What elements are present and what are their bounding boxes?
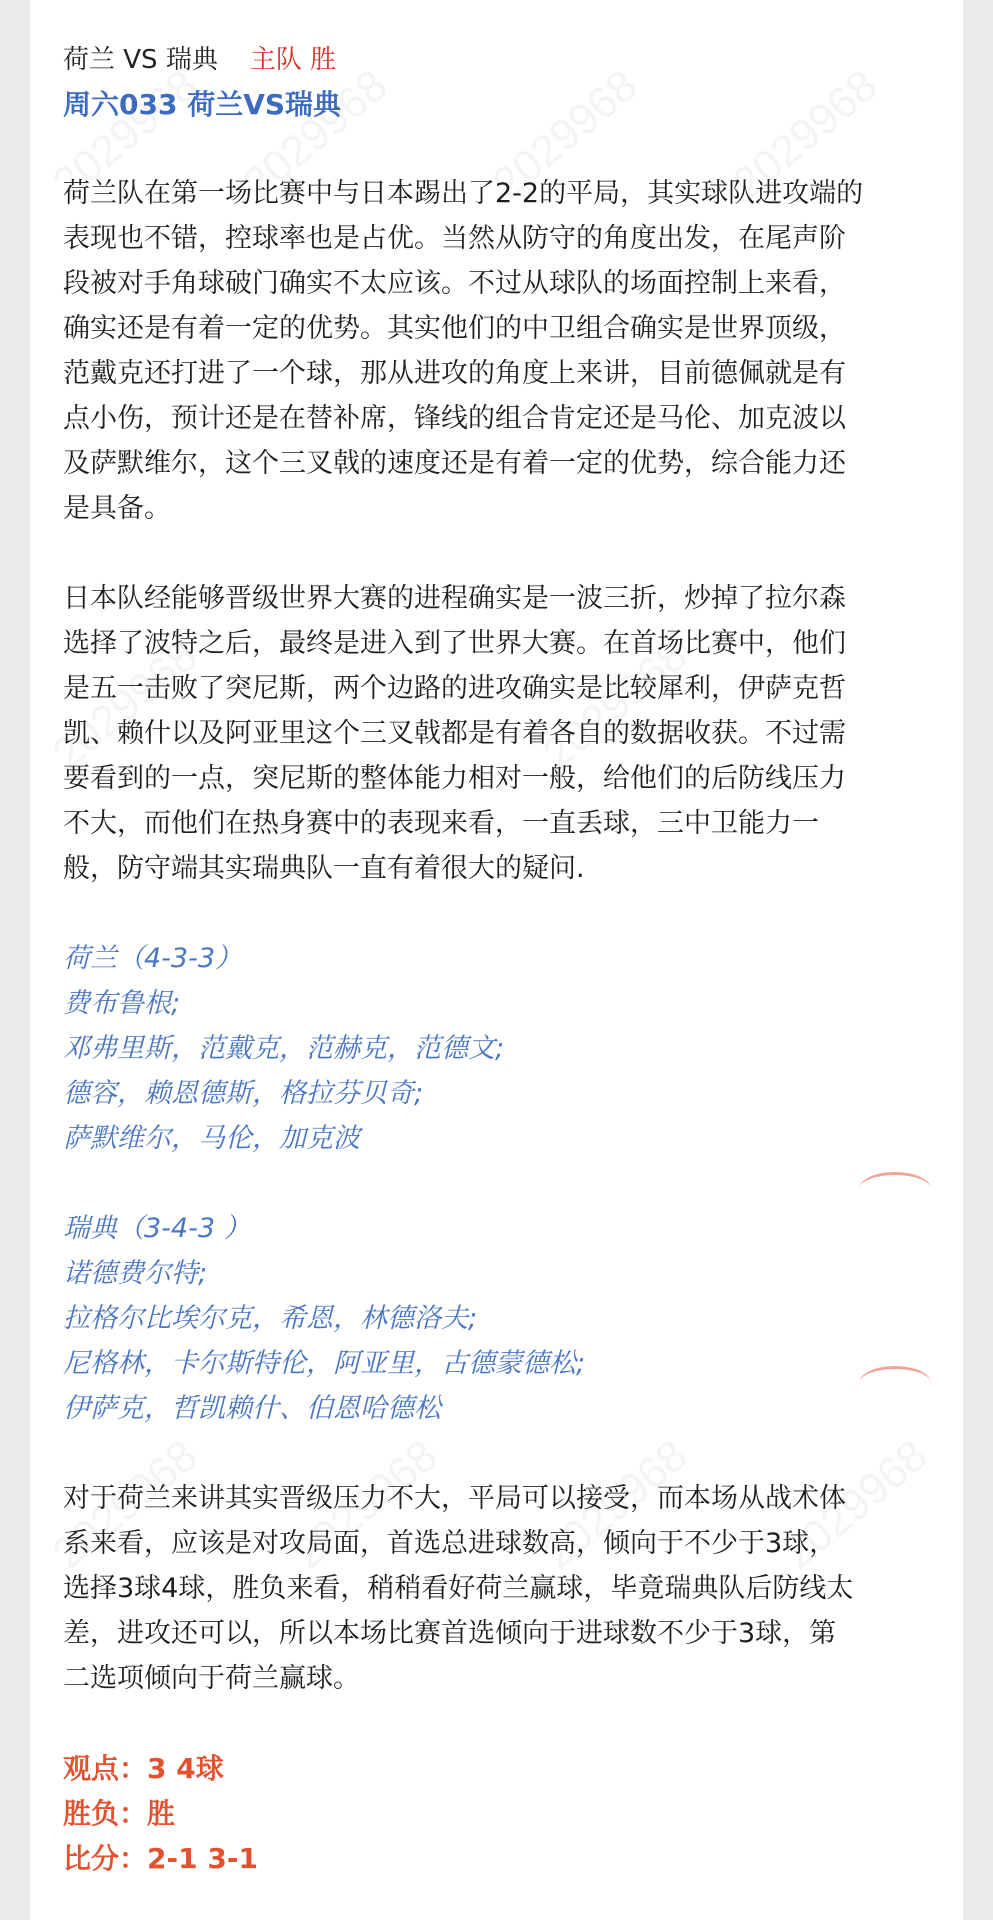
lineup-row: 尼格林，卡尔斯特伦，阿亚里，古德蒙德松; [63,1348,586,1379]
paragraph-line: 是具备。 [63,493,171,524]
match-subtitle: 周六033 荷兰VS瑞典 [63,88,342,121]
lineup-row: 拉格尔比埃尔克，希恩，林德洛夫; [63,1303,478,1334]
paragraph-line: 选择了波特之后，最终是进入到了世界大赛。在首场比赛中，他们 [63,628,846,659]
paragraph-line: 及萨默维尔，这个三叉戟的速度还是有着一定的优势，综合能力还 [63,448,846,479]
lineup-row: 诺德费尔特; [63,1258,208,1289]
article-content [63,36,933,1881]
paragraph-line: 系来看，应该是对攻局面，首选总进球数高，倾向于不少于3球， [63,1528,837,1559]
article-page[interactable] [30,0,963,1920]
paragraph-line: 差，进攻还可以，所以本场比赛首选倾向于进球数不少于3球，第 [63,1618,837,1649]
paragraph-line: 二选项倾向于荷兰赢球。 [63,1663,360,1694]
match-result: 主队 胜 [249,45,337,75]
paragraph-line: 不大，而他们在热身赛中的表现来看，一直丢球，三中卫能力一 [63,808,819,839]
lineup-row: 萨默维尔，马伦，加克波 [63,1123,360,1154]
paragraph-sweden [63,576,933,891]
verdict-view: 观点：3 4球 [63,1752,224,1785]
paragraph-line: 要看到的一点，突尼斯的整体能力相对一般，给他们的后防线压力 [63,763,846,794]
verdict-block [63,1746,933,1881]
paragraph-prediction [63,1476,933,1701]
lineup-team: 荷兰（4-3-3） [63,943,243,974]
lineup-row: 费布鲁根; [63,988,181,1019]
verdict-score: 比分：2-1 3-1 [63,1842,258,1875]
paragraph-line: 选择3球4球，胜负来看，稍稍看好荷兰赢球，毕竟瑞典队后防线太 [63,1573,854,1604]
lineup-sweden [63,1206,933,1431]
paragraph-line: 确实还是有着一定的优势。其实他们的中卫组合确实是世界顶级， [63,313,846,344]
paragraph-line: 是五一击败了突尼斯，两个边路的进攻确实是比较犀利，伊萨克哲 [63,673,846,704]
match-title: 荷兰 VS 瑞典 [63,45,218,75]
lineup-team: 瑞典（3-4-3 ） [63,1213,251,1244]
paragraph-netherlands [63,171,933,531]
paragraph-line: 荷兰队在第一场比赛中与日本踢出了2-2的平局，其实球队进攻端的 [63,178,864,209]
paragraph-line: 凯、赖什以及阿亚里这个三叉戟都是有着各自的数据收获。不过需 [63,718,846,749]
paragraph-line: 日本队经能够晋级世界大赛的进程确实是一波三折，炒掉了拉尔森 [63,583,846,614]
paragraph-line: 段被对手角球破门确实不太应该。不过从球队的场面控制上来看， [63,268,846,299]
lineup-row: 伊萨克，哲凯赖什、伯恩哈德松 [63,1393,441,1424]
verdict-win-loss: 胜负：胜 [63,1797,176,1830]
match-header [63,36,933,84]
lineup-netherlands [63,936,933,1161]
paragraph-line: 般，防守端其实瑞典队一直有着很大的疑问. [63,853,585,884]
paragraph-line: 表现也不错，控球率也是占优。当然从防守的角度出发，在尾声阶 [63,223,846,254]
paragraph-line: 点小伤，预计还是在替补席，锋线的组合肯定还是马伦、加克波以 [63,403,846,434]
lineup-row: 邓弗里斯，范戴克，范赫克，范德文; [63,1033,505,1064]
paragraph-line: 对于荷兰来讲其实晋级压力不大，平局可以接受，而本场从战术体 [63,1483,846,1514]
lineup-row: 德容，赖恩德斯，格拉芬贝奇; [63,1078,424,1109]
paragraph-line: 范戴克还打进了一个球，那从进攻的角度上来讲，目前德佩就是有 [63,358,846,389]
